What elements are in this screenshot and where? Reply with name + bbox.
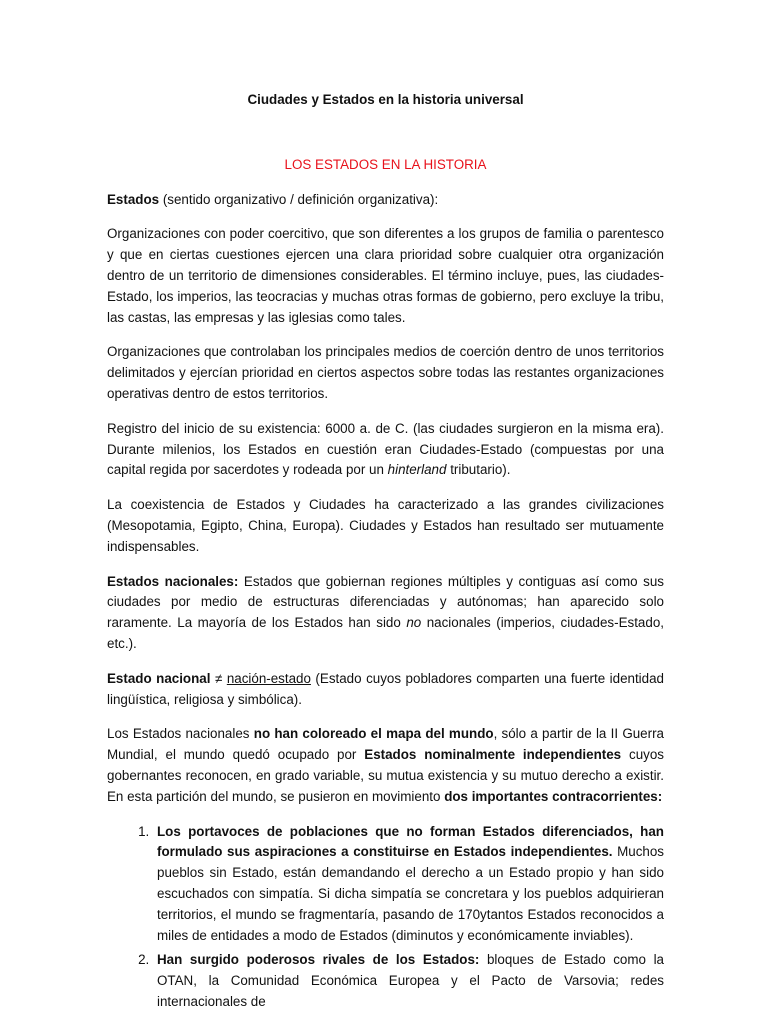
paragraph-registro-inicio: Registro del inicio de su existencia: 6000 a. de C. (las ciudades surgieron en la misma era). Durante milenios, los Estados en cuestión eran Ciudades-Estado (compuestas por una capital regida por sacerdotes y rodeada por un hinterland tributario).: [107, 420, 664, 478]
section-title: LOS ESTADOS EN LA HISTORIA: [284, 156, 487, 172]
list-item: 1. Los portavoces de poblaciones que no forman Estados diferenciados, han formulado sus aspiraciones a constituirse en Estados independientes. Muchos pueblos sin Estado, están demandando el derecho a un Estado propio y han sido escuchados con simpatía. Si dicha simpatía se concretara y los pueblos adquirieran territorios, el mundo se fragmentaría, pasando de 170ytantos Estados reconocidos a miles de entidades a modo de Estados (diminutos y económicamente inviables).: [153, 822, 664, 947]
term-estados: Estados: [107, 191, 160, 207]
paragraph-estados-nacionales: Estados nacionales: Estados que gobiernan regiones múltiples y contiguas así como sus ciudades por medio de estructuras diferenciadas y autónomas; han aparecido solo raramente. La mayoría de los Estados han sido no nacionales (imperios, ciudades-Estado, etc.).: [107, 573, 664, 651]
not-equal-symbol: ≠: [210, 670, 227, 686]
term-estados-nacionales: Estados nacionales:: [107, 573, 239, 589]
paragraph-mapa-mundo: Los Estados nacionales no han coloreado el mapa del mundo, sólo a partir de la II Guerra Mundial, el mundo quedó ocupado por Estados nominalmente independientes cuyos gobernantes reconocen, en grado variable, su mutua existencia y su mutuo derecho a existir. En esta partición del mundo, se pusieron en movimiento dos importantes contracorrientes:: [107, 726, 664, 804]
paragraph-coexistencia: La coexistencia de Estados y Ciudades ha caracterizado a las grandes civilizaciones (Mesopotamia, Egipto, China, Europa). Ciudades y Estados han resultado ser mutuamente indispensables.: [107, 497, 664, 554]
contracorrientes-list: [107, 822, 664, 1013]
term-nacion-estado: nación-estado: [226, 670, 311, 686]
paragraph-organizaciones-control: Organizaciones que controlaban los principales medios de coerción dentro de unos territorios delimitados y ejercían prioridad en ciertos aspectos sobre todas las restantes organizaciones operativas dentro de estos territorios.: [107, 344, 664, 401]
document-title: Ciudades y Estados en la historia universal: [247, 92, 524, 107]
term-estado-nacional: Estado nacional: [107, 670, 211, 686]
paragraph-estados-definition: Estados (sentido organizativo / definición organizativa):: [107, 191, 439, 207]
paragraph-organizaciones-coercitivas: Organizaciones con poder coercitivo, que son diferentes a los grupos de familia o parentesco y que en ciertas cuestiones ejercen una clara prioridad sobre cualquier otra organización dentro de un territorio de dimensiones considerables. El término incluye, pues, las ciudades-Estado, los imperios, las teocracias y muchas otras formas de gobierno, pero excluye la tribu, las castas, las empresas y las iglesias como tales.: [107, 226, 664, 325]
paragraph-estado-nacional-vs-nacion-estado: Estado nacional ≠ nación-estado (Estado cuyos pobladores comparten una fuerte identidad lingüística, religiosa y simbólica).: [107, 670, 664, 707]
term-hinterland: hinterland: [387, 462, 447, 478]
list-item: 2. Han surgido poderosos rivales de los Estados: bloques de Estado como la OTAN, la Comunidad Económica Europea y el Pacto de Varsovia; redes internacionales de: [153, 950, 664, 1012]
term-no: no: [406, 615, 422, 631]
